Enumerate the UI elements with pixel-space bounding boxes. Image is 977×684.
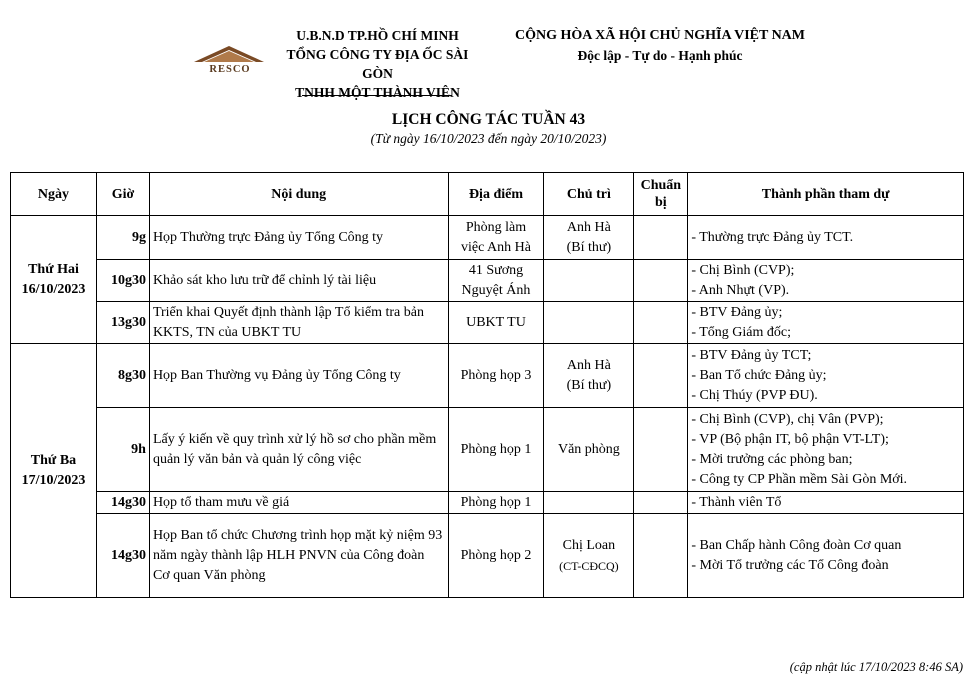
time-cell: 14g30: [96, 492, 149, 514]
attendee-item: - VP (Bộ phận IT, bộ phận VT-LT);: [691, 431, 889, 447]
table-header-row: [11, 173, 964, 216]
time-cell: 9g: [96, 216, 149, 260]
update-note: (cập nhật lúc 17/10/2023 8:46 SA): [789, 660, 963, 674]
host-line: Anh Hà: [566, 357, 611, 373]
place-line: Phòng họp 2: [460, 547, 532, 563]
header-day: Ngày: [11, 173, 97, 216]
page-subtitle: (Từ ngày 16/10/2023 đến ngày 20/10/2023): [370, 131, 607, 146]
place-cell: [448, 216, 544, 260]
day-cell-monday: [11, 216, 97, 344]
time-cell: 8g30: [96, 344, 149, 408]
host-line: (Bí thư): [566, 377, 612, 393]
prepare-cell: [634, 408, 688, 492]
host-cell: [544, 260, 634, 302]
attendee-item: - Mời trưởng các phòng ban;: [691, 451, 853, 467]
schedule-table: [10, 172, 964, 598]
host-cell: [544, 344, 634, 408]
host-line: Chị Loan: [562, 537, 616, 553]
table-row: [11, 408, 964, 492]
attendee-item: - Công ty CP Phần mềm Sài Gòn Mới.: [691, 471, 908, 487]
content-cell: Họp Thường trực Đảng ủy Tổng Công ty: [149, 216, 448, 260]
content-cell: Khảo sát kho lưu trữ để chỉnh lý tài liệu: [149, 260, 448, 302]
place-cell: [448, 302, 544, 344]
host-line: (Bí thư): [566, 239, 612, 255]
place-cell: [448, 514, 544, 598]
time-cell: 13g30: [96, 302, 149, 344]
org-line-1: U.B.N.D TP.HỒ CHÍ MINH: [296, 28, 459, 43]
attendee-item: - Anh Nhựt (VP).: [691, 282, 790, 298]
header-prepare-line1: Chuẩn: [640, 178, 682, 193]
prepare-cell: [634, 260, 688, 302]
table-row: [11, 344, 964, 408]
header-time: Giờ: [96, 173, 149, 216]
place-line: việc Anh Hà: [460, 239, 531, 255]
place-line: Phòng họp 3: [460, 367, 532, 383]
org-name: [270, 26, 485, 102]
attendees-cell: [688, 260, 964, 302]
content-cell: Họp Ban Thường vụ Đảng ủy Tổng Công ty: [149, 344, 448, 408]
attendee-item: - Ban Chấp hành Công đoàn Cơ quan: [691, 537, 902, 553]
org-line-2: TỔNG CÔNG TY ĐỊA ỐC SÀI GÒN: [286, 47, 469, 81]
host-cell: [544, 492, 634, 514]
attendees-cell: [688, 408, 964, 492]
place-cell: [448, 408, 544, 492]
table-row: [11, 302, 964, 344]
host-line: Văn phòng: [557, 441, 620, 457]
resco-logo: [190, 42, 268, 76]
table-row: [11, 216, 964, 260]
header-attendees: Thành phần tham dự: [688, 173, 964, 216]
attendee-item: - Chị Thúy (PVP ĐU).: [691, 387, 818, 403]
national-header: [500, 26, 820, 66]
place-line: Nguyệt Ánh: [461, 282, 531, 298]
logo-text: RESCO: [209, 64, 251, 75]
table-row: [11, 514, 964, 598]
place-line: Phòng họp 1: [460, 494, 532, 510]
prepare-cell: [634, 492, 688, 514]
day-name: Thứ Hai: [28, 261, 79, 277]
prepare-cell: [634, 216, 688, 260]
host-line: Anh Hà: [566, 219, 611, 235]
attendee-item: - Thường trực Đảng ủy TCT.: [691, 229, 854, 245]
time-cell: 10g30: [96, 260, 149, 302]
host-cell: [544, 302, 634, 344]
attendee-item: - Chị Bình (CVP), chị Vân (PVP);: [691, 411, 884, 427]
host-cell: [544, 408, 634, 492]
place-line: UBKT TU: [466, 314, 526, 330]
attendees-cell: [688, 514, 964, 598]
place-cell: [448, 344, 544, 408]
day-name: Thứ Ba: [30, 452, 77, 468]
day-date: 16/10/2023: [21, 281, 86, 297]
attendees-cell: [688, 216, 964, 260]
attendees-cell: [688, 492, 964, 514]
day-date: 17/10/2023: [21, 472, 86, 488]
attendees-cell: [688, 302, 964, 344]
table-row: [11, 492, 964, 514]
time-cell: 9h: [96, 408, 149, 492]
attendee-item: - Mời Tổ trưởng các Tổ Công đoàn: [691, 557, 889, 573]
content-cell: Lấy ý kiến về quy trình xử lý hồ sơ cho phần mềm quản lý văn bản và quản lý công việc: [149, 408, 448, 492]
prepare-cell: [634, 514, 688, 598]
attendee-item: - BTV Đảng ủy;: [691, 304, 783, 320]
attendee-item: - BTV Đảng ủy TCT;: [691, 347, 812, 363]
content-cell: Họp tổ tham mưu về giá: [149, 492, 448, 514]
place-line: Phòng họp 1: [460, 441, 532, 457]
attendee-item: - Chị Bình (CVP);: [691, 262, 795, 278]
host-line: (CT-CĐCQ): [559, 558, 619, 573]
prepare-cell: [634, 302, 688, 344]
header-host: Chủ trì: [544, 173, 634, 216]
header-prepare-line2: bị: [654, 195, 667, 210]
org-underline: [302, 95, 452, 96]
host-cell: [544, 216, 634, 260]
prepare-cell: [634, 344, 688, 408]
attendee-item: - Thành viên Tổ: [691, 494, 782, 510]
day-cell-tuesday: [11, 344, 97, 598]
org-line-3: TNHH MỘT THÀNH VIÊN: [295, 85, 460, 100]
attendee-item: - Tổng Giám đốc;: [691, 324, 791, 340]
header-place: Địa điểm: [448, 173, 544, 216]
motto: Độc lập - Tự do - Hạnh phúc: [577, 48, 743, 63]
country-name: CỘNG HÒA XÃ HỘI CHỦ NGHĨA VIỆT NAM: [514, 28, 805, 43]
attendees-cell: [688, 344, 964, 408]
content-cell: Họp Ban tổ chức Chương trình họp mặt kỷ niệm 93 năm ngày thành lập HLH PNVN của Công đoàn Cơ quan Văn phòng: [149, 514, 448, 598]
time-cell: 14g30: [96, 514, 149, 598]
place-line: 41 Sương: [468, 262, 524, 278]
host-cell: [544, 514, 634, 598]
content-cell: Triển khai Quyết định thành lập Tổ kiểm tra bản KKTS, TN của UBKT TU: [149, 302, 448, 344]
header-prepare: [634, 173, 688, 216]
place-cell: [448, 492, 544, 514]
attendee-item: - Ban Tổ chức Đảng ủy;: [691, 367, 827, 383]
page-title: LỊCH CÔNG TÁC TUẦN 43: [391, 111, 586, 128]
place-line: Phòng làm: [465, 219, 527, 235]
table-row: [11, 260, 964, 302]
header-content: Nội dung: [149, 173, 448, 216]
place-cell: [448, 260, 544, 302]
